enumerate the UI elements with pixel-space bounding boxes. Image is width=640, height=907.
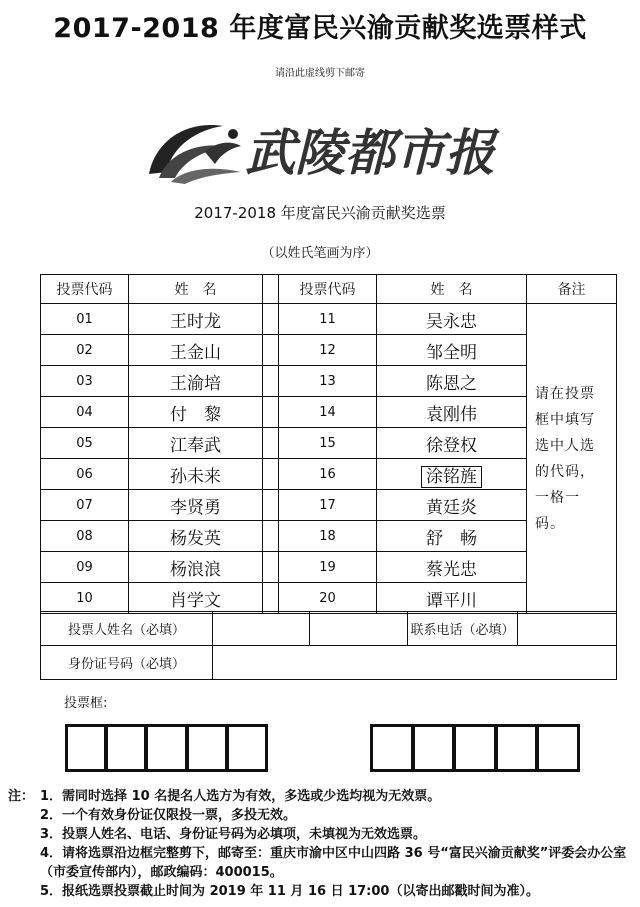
vote-box-cell[interactable] <box>225 727 265 769</box>
remark-cell: 请在投票框中填写选中人选的代码，一格一码。 <box>527 304 617 614</box>
candidate-name: 舒 畅 <box>377 521 527 552</box>
candidate-code: 03 <box>41 366 129 397</box>
cut-hint: 请沿此虚线剪下邮寄 <box>275 68 365 79</box>
vote-box-cell[interactable] <box>68 727 104 769</box>
logo-text: 武陵都市报 <box>245 123 495 182</box>
candidate-code: 13 <box>279 366 377 397</box>
candidate-code: 18 <box>279 521 377 552</box>
header-code-right: 投票代码 <box>279 275 377 304</box>
ballot-title: 2017-2018 年度富民兴渝贡献奖选票 <box>194 204 446 222</box>
vote-box-cell[interactable] <box>144 727 184 769</box>
table-header-row <box>41 275 617 304</box>
header-name-left: 姓 名 <box>129 275 263 304</box>
table-divider <box>263 552 279 583</box>
id-number-row <box>41 646 617 680</box>
candidate-code: 11 <box>279 304 377 335</box>
vote-box-cell[interactable] <box>494 727 536 769</box>
candidate-name: 蔡光忠 <box>377 552 527 583</box>
notes-lead: 注： <box>8 789 35 804</box>
header-remark: 备注 <box>527 275 617 304</box>
note-text: 5．报纸选票投票截止时间为 2019 年 11 月 16 日 17:00（以寄出邮戳时间为准）。 <box>40 884 539 899</box>
candidate-name: 王时龙 <box>129 304 263 335</box>
candidate-name: 孙未来 <box>129 459 263 490</box>
candidate-code: 12 <box>279 335 377 366</box>
note-item <box>8 882 628 901</box>
candidate-code: 16 <box>279 459 377 490</box>
header-name-right: 姓 名 <box>377 275 527 304</box>
note-text: 3．投票人姓名、电话、身份证号码为必填项，未填视为无效选票。 <box>40 827 427 842</box>
vote-box-cell[interactable] <box>535 727 577 769</box>
phone-label: 联系电话（必填） <box>408 612 518 646</box>
candidate-code: 06 <box>41 459 129 490</box>
candidate-name: 杨浪浪 <box>129 552 263 583</box>
table-divider <box>263 521 279 552</box>
note-item <box>8 844 628 882</box>
vote-box-group-right <box>370 724 580 772</box>
candidate-name: 谭平川 <box>377 583 527 614</box>
voter-name-label: 投票人姓名（必填） <box>41 612 213 646</box>
note-item <box>8 806 628 825</box>
candidate-name: 邹全明 <box>377 335 527 366</box>
candidate-name: 黄廷炎 <box>377 490 527 521</box>
candidate-name: 袁刚伟 <box>377 397 527 428</box>
candidate-code: 02 <box>41 335 129 366</box>
candidate-code: 17 <box>279 490 377 521</box>
header-code-left: 投票代码 <box>41 275 129 304</box>
vote-box-cell[interactable] <box>373 727 411 769</box>
candidate-name: 付 黎 <box>129 397 263 428</box>
candidate-code: 10 <box>41 583 129 614</box>
voter-name-row <box>41 612 617 646</box>
table-divider <box>263 583 279 614</box>
note-text: 1．需同时选择 10 名提名人选方为有效，多选或少选均视为无效票。 <box>40 789 441 804</box>
candidate-code: 15 <box>279 428 377 459</box>
candidate-code: 20 <box>279 583 377 614</box>
table-divider <box>263 428 279 459</box>
candidate-code: 07 <box>41 490 129 521</box>
voter-info-table <box>40 611 617 680</box>
id-number-field[interactable] <box>213 646 617 680</box>
table-divider <box>263 304 279 335</box>
note-text: 4．请将选票沿边框完整剪下，邮寄至：重庆市渝中区中山四路 36 号“富民兴渝贡献奖”评委会办公室（市委宣传部内），邮政编码：400015。 <box>40 846 627 880</box>
main-title: 2017-2018 年度富民兴渝贡献奖选票样式 <box>53 13 587 44</box>
vote-box-group-left <box>65 724 268 772</box>
candidate-name: 王金山 <box>129 335 263 366</box>
candidate-name: 吴永忠 <box>377 304 527 335</box>
notes-section <box>8 787 628 901</box>
candidate-name-boxed <box>377 459 527 490</box>
note-item <box>8 825 628 844</box>
table-divider <box>263 397 279 428</box>
vote-box-cell[interactable] <box>411 727 453 769</box>
candidate-name: 李贤勇 <box>129 490 263 521</box>
candidate-code: 14 <box>279 397 377 428</box>
order-note: （以姓氏笔画为序） <box>261 246 379 261</box>
voter-name-field-ext[interactable] <box>310 612 408 646</box>
candidate-table <box>40 274 617 614</box>
phone-field[interactable] <box>518 612 617 646</box>
candidate-name: 王渝培 <box>129 366 263 397</box>
newspaper-logo <box>145 112 530 192</box>
swoosh-logo-icon <box>149 125 241 184</box>
candidate-name: 杨发英 <box>129 521 263 552</box>
note-text: 2．一个有效身份证仅限投一票，多投无效。 <box>40 808 297 823</box>
voter-name-field[interactable] <box>213 612 310 646</box>
id-number-label: 身份证号码（必填） <box>41 646 213 680</box>
candidate-name: 肖学文 <box>129 583 263 614</box>
candidate-code: 04 <box>41 397 129 428</box>
table-divider <box>263 275 279 304</box>
candidate-name: 陈恩之 <box>377 366 527 397</box>
vote-box-label: 投票框: <box>64 696 108 711</box>
boxed-name: 涂铭旌 <box>421 466 482 488</box>
vote-box-cell[interactable] <box>452 727 494 769</box>
candidate-name: 江奉武 <box>129 428 263 459</box>
note-item <box>8 787 628 806</box>
candidate-name: 徐登权 <box>377 428 527 459</box>
table-divider <box>263 490 279 521</box>
table-divider <box>263 366 279 397</box>
vote-box-cell[interactable] <box>104 727 144 769</box>
table-row <box>41 304 617 335</box>
table-divider <box>263 335 279 366</box>
table-divider <box>263 459 279 490</box>
candidate-code: 09 <box>41 552 129 583</box>
candidate-code: 01 <box>41 304 129 335</box>
vote-box-cell[interactable] <box>185 727 225 769</box>
candidate-code: 05 <box>41 428 129 459</box>
candidate-code: 08 <box>41 521 129 552</box>
candidate-code: 19 <box>279 552 377 583</box>
